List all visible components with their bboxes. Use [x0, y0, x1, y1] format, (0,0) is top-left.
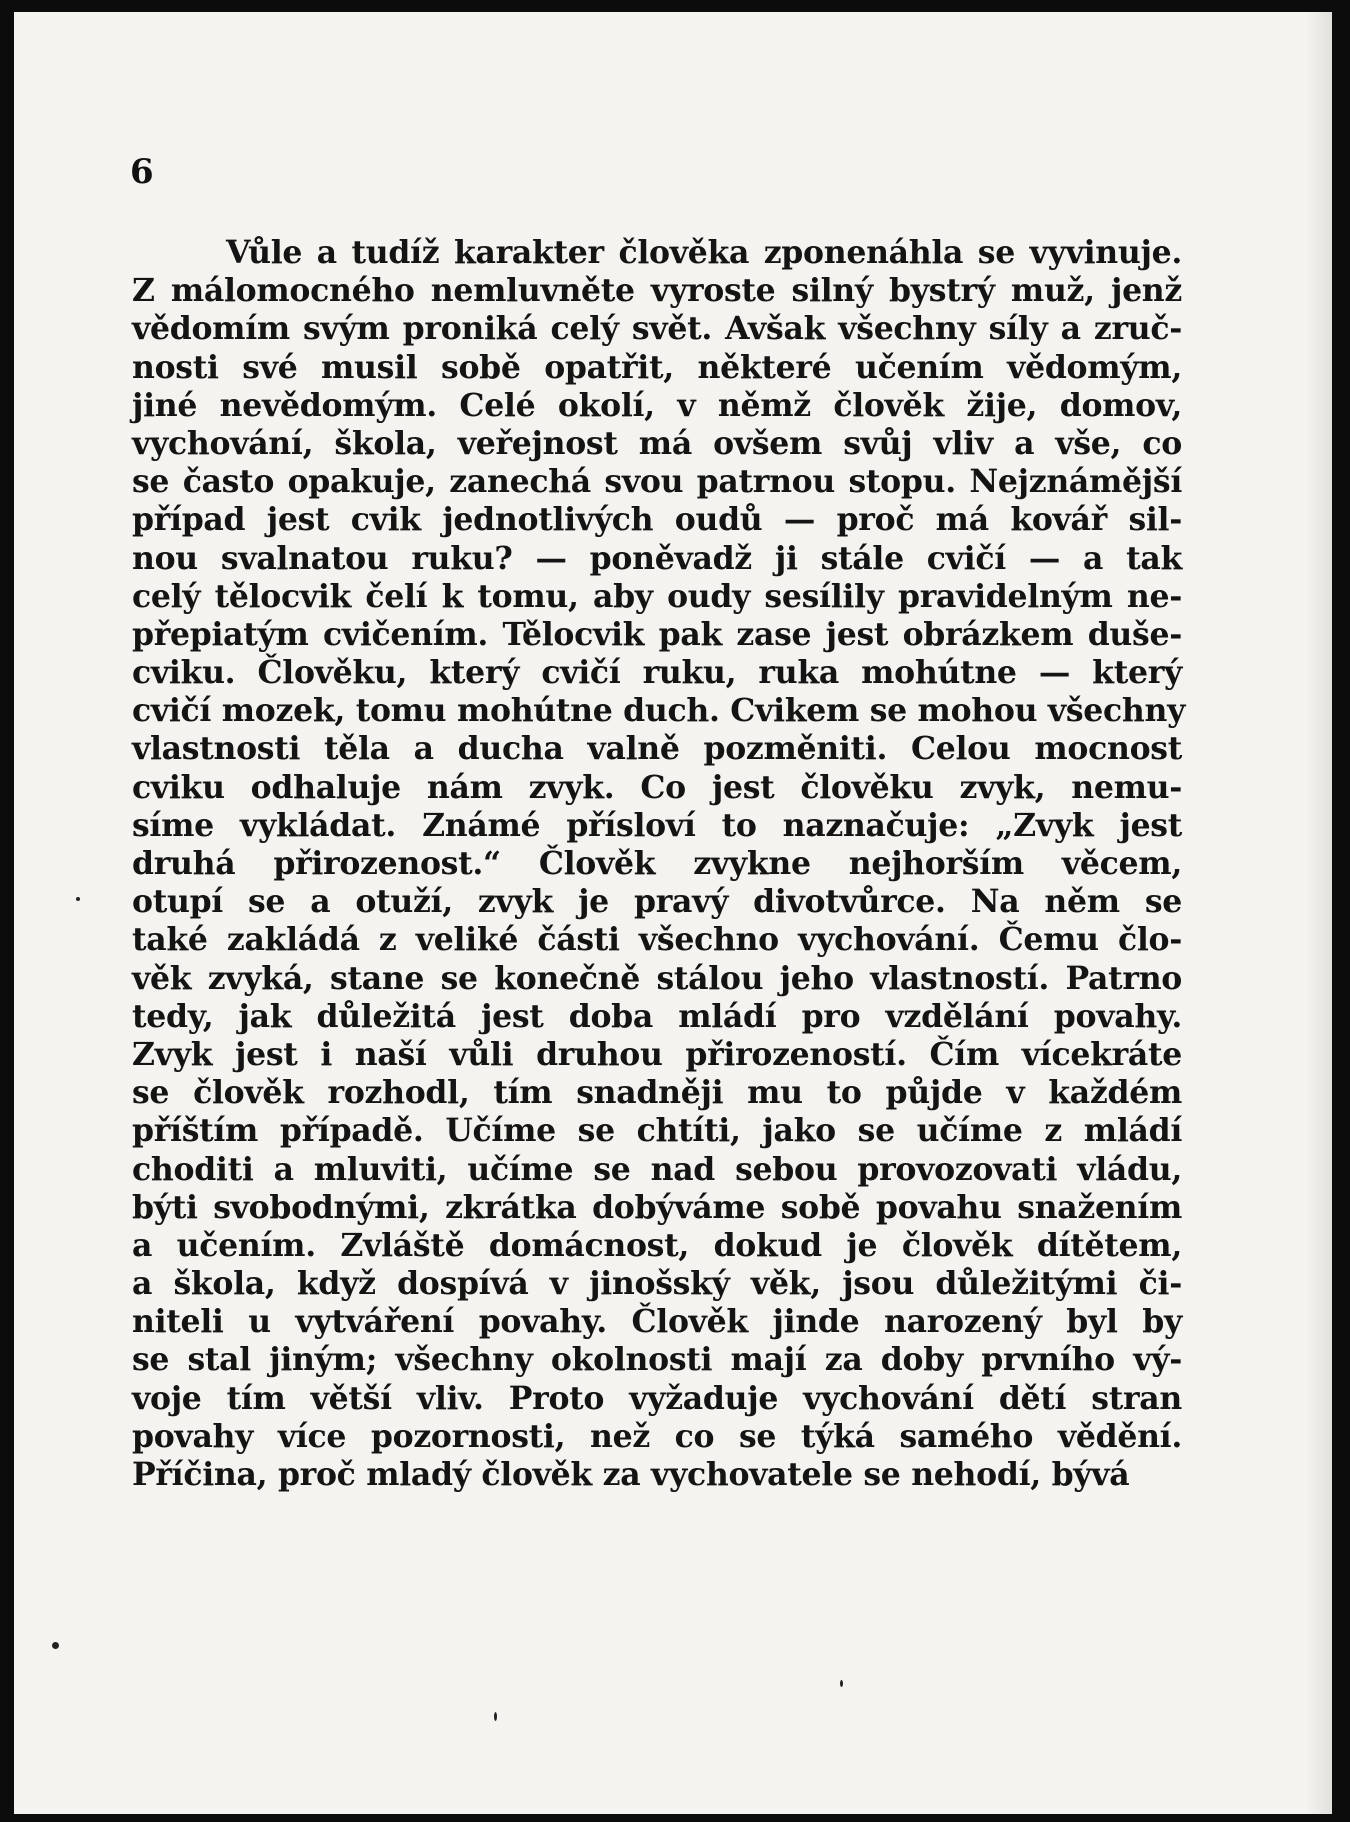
text-line: Příčina, proč mladý člověk za vychovatele se nehodí, bývá: [132, 1456, 1130, 1493]
text-line: niteli u vytváření povahy. Člověk jinde narozený byl by: [132, 1303, 1182, 1341]
text-line: se stal jiným; všechny okolnosti mají za doby prvního vý-: [132, 1341, 1182, 1379]
ink-speck: [52, 1642, 59, 1649]
text-line: cviku. Člověku, který cvičí ruku, ruka mohútne — který: [132, 654, 1182, 692]
text-line: tedy, jak důležitá jest doba mládí pro vzdělání povahy.: [132, 997, 1182, 1035]
text-line: se často opakuje, zanechá svou patrnou stopu. Nejznámější: [132, 463, 1182, 501]
text-line: voje tím větší vliv. Proto vyžaduje vychování dětí stran: [132, 1379, 1182, 1417]
body-paragraph: [132, 234, 1186, 1494]
page-edge-shadow: [1306, 12, 1332, 1814]
text-line: Zvyk jest i naší vůli druhou přirozeností. Čím vícekráte: [132, 1035, 1182, 1073]
book-page: [14, 12, 1332, 1814]
text-line: otupí se a otuží, zvyk je pravý divotvůrce. Na něm se: [132, 883, 1182, 921]
text-line: druhá přirozenost.“ Člověk zvykne nejhorším věcem,: [132, 845, 1182, 882]
text-line: nosti své musil sobě opatřit, některé učením vědomým,: [132, 348, 1182, 386]
text-line: nou svalnatou ruku? — poněvadž ji stále cvičí — a tak: [132, 539, 1182, 577]
text-line: povahy více pozornosti, než co se týká samého vědění.: [132, 1417, 1182, 1455]
ink-speck: [76, 897, 80, 901]
text-line: cviku odhaluje nám zvyk. Co jest člověku zvyk, nemu-: [132, 768, 1182, 806]
text-line: příštím případě. Učíme se chtíti, jako se učíme z mládí: [132, 1112, 1182, 1150]
text-line: a škola, když dospívá v jinošský věk, jsou důležitými či-: [132, 1265, 1182, 1303]
text-line: přepiatým cvičením. Tělocvik pak zase jest obrázkem duše-: [132, 615, 1182, 653]
text-line: věk zvyká, stane se konečně stálou jeho vlastností. Patrno: [132, 959, 1182, 997]
text-line: býti svobodnými, zkrátka dobýváme sobě povahu snažením: [132, 1188, 1182, 1226]
text-line: cvičí mozek, tomu mohútne duch. Cvikem se mohou všechny: [132, 692, 1186, 730]
text-line: vychování, škola, veřejnost má ovšem svůj vliv a vše, co: [132, 424, 1182, 462]
page-number: 6: [130, 152, 154, 192]
text-line: jiné nevědomým. Celé okolí, v němž člověk žije, domov,: [132, 386, 1182, 424]
text-line: vědomím svým proniká celý svět. Avšak všechny síly a zruč-: [132, 310, 1182, 348]
text-line: choditi a mluviti, učíme se nad sebou provozovati vládu,: [132, 1150, 1182, 1188]
ink-speck: [840, 1680, 843, 1687]
text-line: Vůle a tudíž karakter člověka zponenáhla se vyvinuje.: [226, 234, 1182, 271]
text-line: vlastnosti těla a ducha valně pozměniti. Celou mocnost: [132, 730, 1182, 768]
text-line: Z málomocného nemluvněte vyroste silný bystrý muž, jenž: [132, 272, 1182, 310]
ink-speck: [494, 1712, 497, 1721]
text-line: a učením. Zvláště domácnost, dokud je člověk dítětem,: [132, 1226, 1182, 1264]
text-line: se člověk rozhodl, tím snadněji mu to půjde v každém: [132, 1074, 1182, 1112]
text-line: případ jest cvik jednotlivých oudů — proč má kovář sil-: [132, 501, 1182, 539]
text-line: také zakládá z veliké části všechno vychování. Čemu člo-: [132, 921, 1182, 959]
text-line: celý tělocvik čelí k tomu, aby oudy sesílily pravidelným ne-: [132, 577, 1182, 615]
text-line: síme vykládat. Známé přísloví to naznačuje: „Zvyk jest: [132, 806, 1182, 844]
